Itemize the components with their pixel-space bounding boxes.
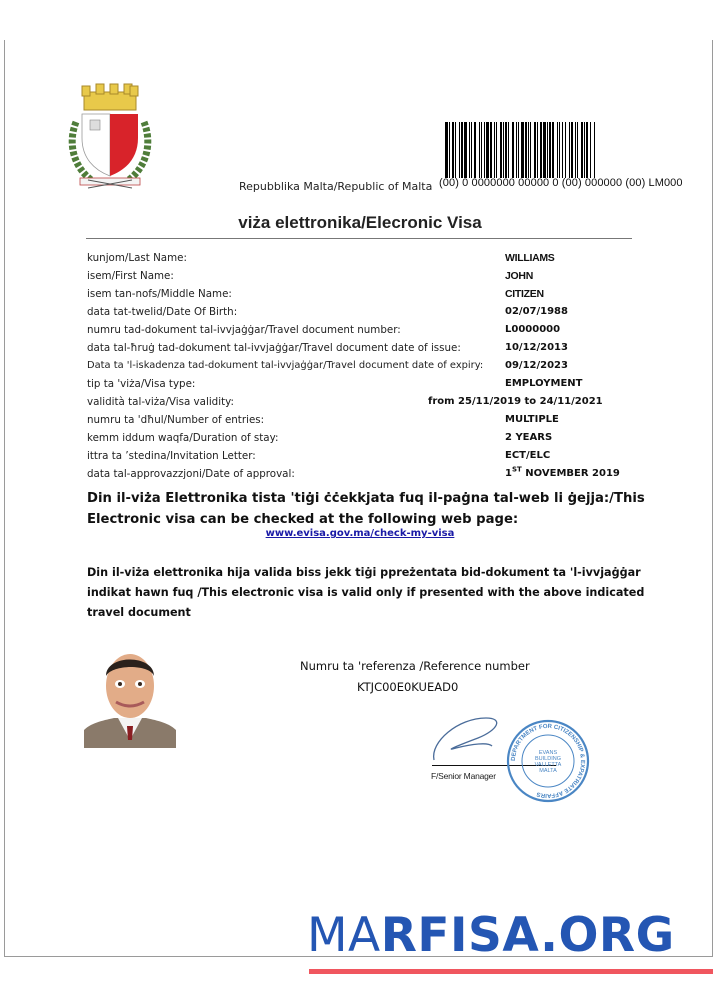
check-visa-notice: Din il-viża Elettronika tista 'tiġi ċċekkjata fuq il-paġna tal-web li ġejja:/This Electronic visa can be checked at the following web page: <box>87 491 645 527</box>
field-value: CITIZEN <box>505 288 544 300</box>
field-number-of-entries <box>87 411 647 429</box>
svg-text:MALTA: MALTA <box>539 768 557 774</box>
barcode-number: (00) 0 0000000 00000 0 (00) 000000 (00) LM000 <box>439 177 683 189</box>
visa-details <box>87 249 647 483</box>
field-middle-name <box>87 285 647 303</box>
check-visa-link[interactable]: www.evisa.gov.ma/check-my-visa <box>265 528 455 539</box>
reference-number-value: KTJC00E0KUEAD0 <box>357 680 459 694</box>
malta-coat-of-arms-icon <box>66 82 154 190</box>
field-value: ECT/ELC <box>505 450 551 461</box>
field-travel-document-number <box>87 321 647 339</box>
field-value: 2 YEARS <box>505 432 553 443</box>
field-value: JOHN <box>505 270 533 282</box>
field-label: data tal-ħruġ tad-dokument tal-ivvjaġġar/Travel document date of issue: <box>87 342 461 354</box>
field-invitation-letter <box>87 447 647 465</box>
field-label: kemm iddum waqfa/Duration of stay: <box>87 432 279 444</box>
svg-text:BUILDING: BUILDING <box>535 756 561 762</box>
field-value: MULTIPLE <box>505 414 559 425</box>
field-value: 09/12/2023 <box>505 360 568 371</box>
field-visa-type <box>87 375 647 393</box>
field-date-of-issue <box>87 339 647 357</box>
field-duration-of-stay <box>87 429 647 447</box>
svg-text:DEPARTMENT FOR CITIZENSHIP & E: DEPARTMENT FOR CITIZENSHIP & EXPATRIATE AFFAIRS <box>510 723 586 799</box>
barcode <box>445 122 713 178</box>
field-label: data tat-twelid/Date Of Birth: <box>87 306 238 318</box>
field-date-of-expiry <box>87 357 647 375</box>
field-value: from 25/11/2019 to 24/11/2021 <box>428 396 603 407</box>
field-label: numru ta 'dħul/Number of entries: <box>87 414 265 426</box>
field-value: WILLIAMS <box>505 252 555 264</box>
holder-photo <box>84 640 176 748</box>
field-date-of-birth <box>87 303 647 321</box>
field-last-name <box>87 249 647 267</box>
field-label: ittra ta ’stedina/Invitation Letter: <box>87 450 256 462</box>
watermark-underline <box>309 969 713 974</box>
field-date-of-approval <box>87 465 647 483</box>
field-label: tip ta 'viża/Visa type: <box>87 378 196 390</box>
field-value: 10/12/2013 <box>505 342 568 353</box>
field-label: isem tan-nofs/Middle Name: <box>87 288 232 300</box>
field-label: isem/First Name: <box>87 270 174 282</box>
field-first-name <box>87 267 647 285</box>
field-value: 02/07/1988 <box>505 306 568 317</box>
field-value: EMPLOYMENT <box>505 378 583 389</box>
official-stamp-icon <box>505 718 591 804</box>
svg-text:VALLETTA: VALLETTA <box>534 762 562 768</box>
reference-number-label: Numru ta 'referenza /Reference number <box>300 659 530 673</box>
document-title: viża elettronika/Elecronic Visa <box>238 213 482 232</box>
field-label: data tal-approvazzjoni/Date of approval: <box>87 468 295 480</box>
marfisa-watermark: MARFISA.ORG <box>307 908 675 963</box>
svg-text:EVANS: EVANS <box>538 750 558 756</box>
field-label: Data ta 'l-iskadenza tad-dokument tal-ivvjaġġar/Travel document date of expiry: <box>87 360 484 371</box>
signatory-title: F/Senior Manager <box>431 771 496 781</box>
field-value: L0000000 <box>505 324 561 335</box>
validity-notice: Din il-viża elettronika hija valida biss jekk tiġi ppreżentata bid-dokument ta 'l-ivvjaġġar indikat hawn fuq /This electronic visa is valid only if presented with the above indicated travel document <box>87 566 645 619</box>
check-visa-link-container <box>0 528 720 539</box>
field-visa-validity <box>87 393 647 411</box>
republic-of-malta-label: Repubblika Malta/Republic of Malta <box>239 180 433 193</box>
field-value: 1ST NOVEMBER 2019 <box>505 465 620 479</box>
field-label: kunjom/Last Name: <box>87 252 187 264</box>
title-divider <box>86 238 632 239</box>
field-label: numru tad-dokument tal-ivvjaġġar/Travel document number: <box>87 324 401 336</box>
field-label: validità tal-viża/Visa validity: <box>87 396 234 408</box>
